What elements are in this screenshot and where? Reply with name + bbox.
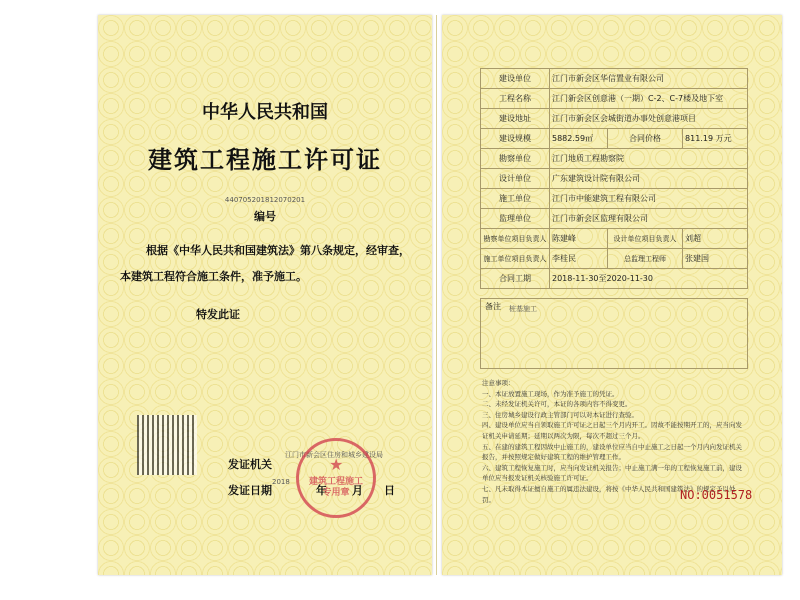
note-item: 四、建设单位应当自领取施工许可证之日起三个月内开工。因故不能按期开工的，应当向发证机关申请延期；延期以两次为限，每次不超过三个月。 — [482, 421, 742, 440]
row-label: 勘察单位 — [481, 149, 550, 169]
table-row — [481, 169, 748, 189]
row-label: 施工单位 — [481, 189, 550, 209]
survey-manager-value: 陈建峰 — [550, 229, 608, 249]
note-item: 二、未经发证机关许可，本证的各项内容不得变更。 — [482, 400, 632, 409]
permit-number-label: 编号 — [254, 210, 276, 223]
remark-box — [480, 298, 748, 369]
row-value: 江门市中能建筑工程有限公司 — [550, 189, 748, 209]
row-value: 江门市新会区监理有限公司 — [550, 209, 748, 229]
table-row — [481, 89, 748, 109]
notes-title: 注意事项： — [482, 379, 515, 387]
note-item: 六、建筑工程恢复施工时，应当向发证机关报告；中止施工满一年的工程恢复施工前，建设单位应当报发证机关核验施工许可证。 — [482, 463, 742, 483]
row-label: 监理单位 — [481, 209, 550, 229]
table-row — [481, 129, 748, 149]
serial-number: NO:0051578 — [680, 488, 753, 502]
issue-date-day-char: 日 — [384, 484, 395, 497]
official-seal — [296, 438, 376, 518]
row-label: 建设单位 — [481, 69, 550, 89]
contract-price-unit: 万元 — [715, 134, 732, 143]
seal-star-icon: ★ — [329, 455, 344, 474]
table-row — [481, 209, 748, 229]
row-label: 工程名称 — [481, 89, 550, 109]
body-line-1: 根据《中华人民共和国建筑法》第八条规定，经审查， — [146, 244, 410, 257]
issue-date-label: 发证日期 — [228, 484, 272, 497]
permit-number-value: 440705201812070201 — [224, 196, 306, 204]
table-row — [481, 229, 748, 249]
construction-manager-label: 施工单位项目负责人 — [481, 249, 550, 269]
note-item: 五、在建的建筑工程因故中止施工的，建设单位应当自中止施工之日起一个月内向发证机关报告，并按照规定做好建筑工程的维护管理工作。 — [482, 442, 742, 462]
construction-manager-value: 李桂民 — [550, 249, 608, 269]
title-certificate: 建筑工程施工许可证 — [148, 145, 382, 174]
contract-price-cell — [683, 129, 748, 149]
contract-price-label: 合同价格 — [608, 129, 683, 149]
issuer-value: 江门市新会区住房和城乡建设局 — [285, 451, 383, 459]
title-country: 中华人民共和国 — [202, 102, 328, 123]
special-issue-text: 特发此证 — [196, 308, 240, 321]
issue-date-year-char: 年 — [316, 484, 327, 497]
issue-date-month-char: 月 — [352, 484, 363, 497]
remark-label: 备注 — [485, 302, 501, 311]
row-value: 江门市新会区会城街道办事处创意港项目 — [550, 109, 748, 129]
row-value: 江门地质工程勘察院 — [550, 149, 748, 169]
survey-manager-label: 勘察单位项目负责人 — [481, 229, 550, 249]
table-row — [481, 109, 748, 129]
issuer-label: 发证机关 — [228, 458, 272, 471]
body-line-2: 本建筑工程符合施工条件，准予施工。 — [120, 270, 307, 283]
design-manager-label: 设计单位项目负责人 — [608, 229, 683, 249]
table-row — [481, 149, 748, 169]
row-value: 江门市新会区华信置业有限公司 — [550, 69, 748, 89]
table-row — [481, 269, 748, 289]
project-info-table — [480, 68, 748, 289]
table-row — [481, 69, 748, 89]
row-value: 5882.59㎡ — [550, 129, 608, 149]
notes-section — [482, 378, 748, 505]
contract-period-value: 2018-11-30至2020-11-30 — [550, 269, 748, 289]
contract-period-label: 合同工期 — [481, 269, 550, 289]
design-manager-value: 刘超 — [683, 229, 748, 249]
qr-code — [137, 415, 197, 475]
table-row — [481, 249, 748, 269]
issue-date-year: 2018 — [272, 478, 290, 486]
seal-text: 建筑工程施工专用章 — [308, 477, 363, 498]
note-item: 一、本证放置施工现场，作为准予施工的凭证。 — [482, 389, 619, 398]
chief-supervisor-value: 张建国 — [683, 249, 748, 269]
row-value: 广东建筑设计院有限公司 — [550, 169, 748, 189]
row-label: 建设规模 — [481, 129, 550, 149]
table-row — [481, 189, 748, 209]
remark-value: 桩基施工 — [509, 305, 537, 313]
note-item: 三、住房城乡建设行政主管部门可以对本证进行查验。 — [482, 410, 638, 419]
row-label: 建设地址 — [481, 109, 550, 129]
note-item: 七、凡未取得本证擅自施工的属违法建设，将按《中华人民共和国建筑法》的规定予以处罚。 — [482, 484, 736, 504]
row-value: 江门新会区创意港（一期）C-2、C-7楼及地下室 — [550, 89, 748, 109]
chief-supervisor-label: 总监理工程师 — [608, 249, 683, 269]
row-label: 设计单位 — [481, 169, 550, 189]
contract-price-value: 811.19 — [685, 134, 714, 143]
